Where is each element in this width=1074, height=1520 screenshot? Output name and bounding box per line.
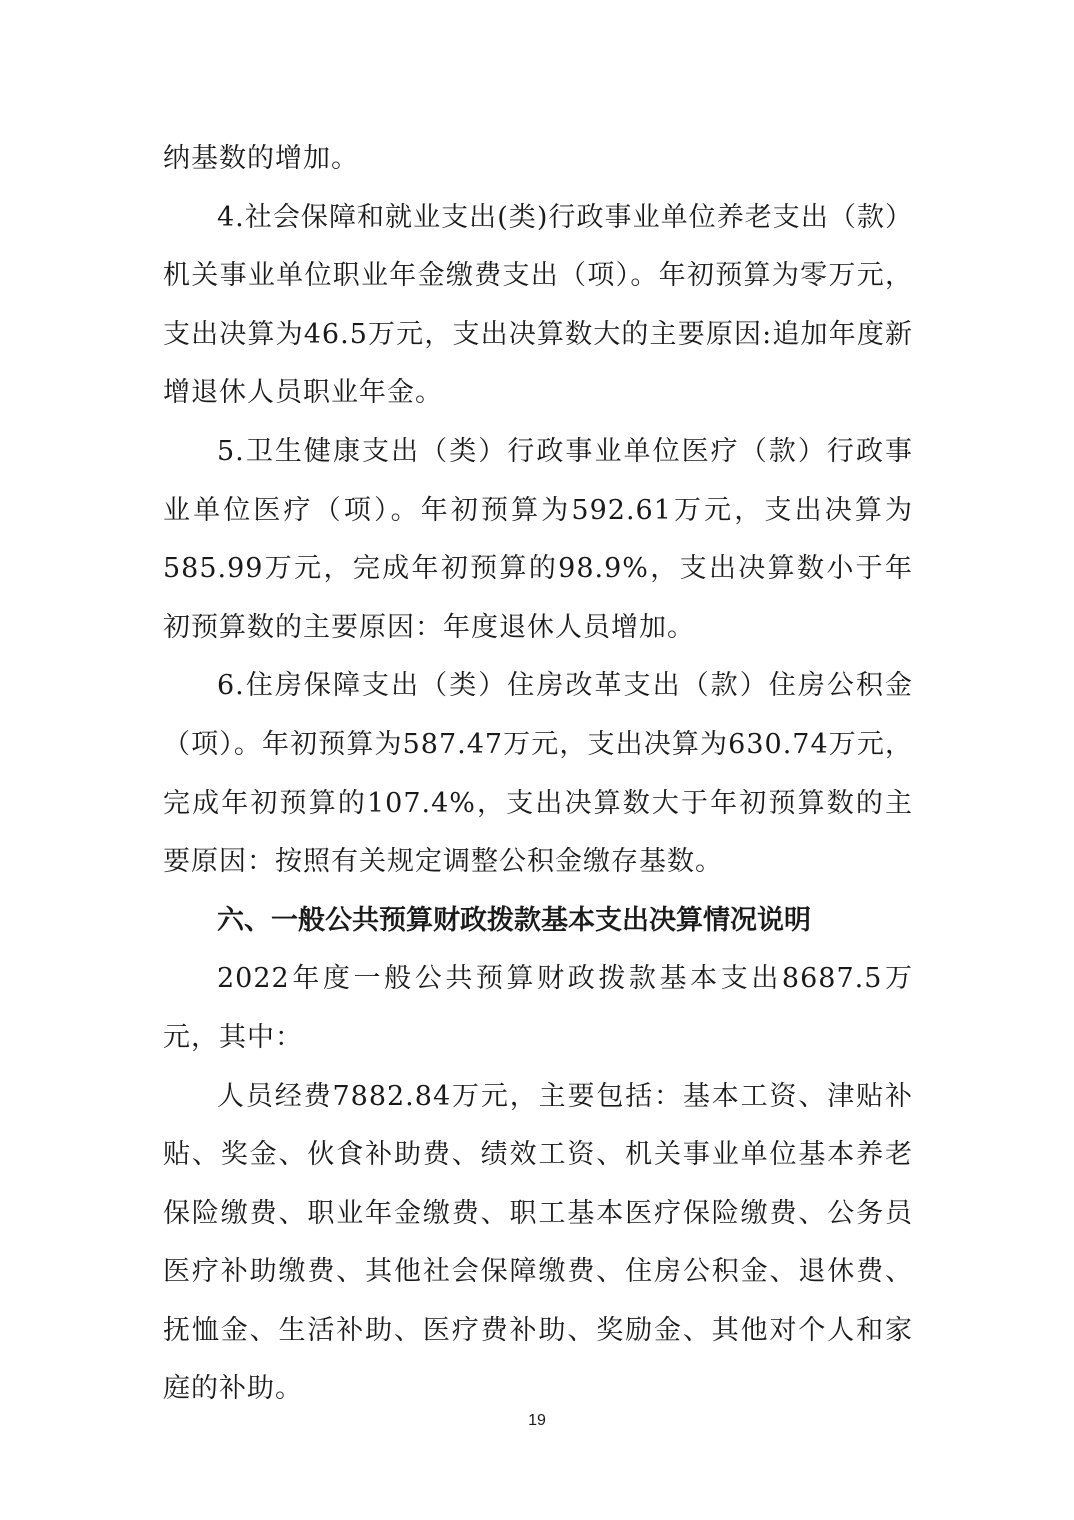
paragraph-continuation: 纳基数的增加。 xyxy=(163,143,359,174)
paragraph-basic-expenditure: 2022年度一般公共预算财政拨款基本支出8687.5万元，其中： xyxy=(163,963,913,1053)
paragraph-item-4: 4.社会保障和就业支出(类)行政事业单位养老支出（款）机关事业单位职业年金缴费支出（项）。年初预算为零万元，支出决算为46.5万元，支出决算数大的主要原因:追加年度新增退休人员职业年金。 xyxy=(163,201,913,409)
document-body xyxy=(163,130,913,1419)
paragraph-item-5: 5.卫生健康支出（类）行政事业单位医疗（款）行政事业单位医疗（项）。年初预算为592.61万元，支出决算为585.99万元，完成年初预算的98.9%，支出决算数小于年初预算数的主要原因：年度退休人员增加。 xyxy=(163,435,913,643)
paragraph-item-6: 6.住房保障支出（类）住房改革支出（款）住房公积金（项）。年初预算为587.47万元，支出决算为630.74万元，完成年初预算的107.4%，支出决算数大于年初预算数的主要原因：按照有关规定调整公积金缴存基数。 xyxy=(163,670,913,878)
paragraph-personnel-expenses: 人员经费7882.84万元，主要包括：基本工资、津贴补贴、奖金、伙食补助费、绩效工资、机关事业单位基本养老保险缴费、职业年金缴费、职工基本医疗保险缴费、公务员医疗补助缴费、其他社会保障缴费、住房公积金、退休费、抚恤金、生活补助、医疗费补助、奖励金、其他对个人和家庭的补助。 xyxy=(163,1080,913,1405)
page-number: 19 xyxy=(528,1412,546,1429)
section-heading: 六、一般公共预算财政拨款基本支出决算情况说明 xyxy=(217,904,811,936)
